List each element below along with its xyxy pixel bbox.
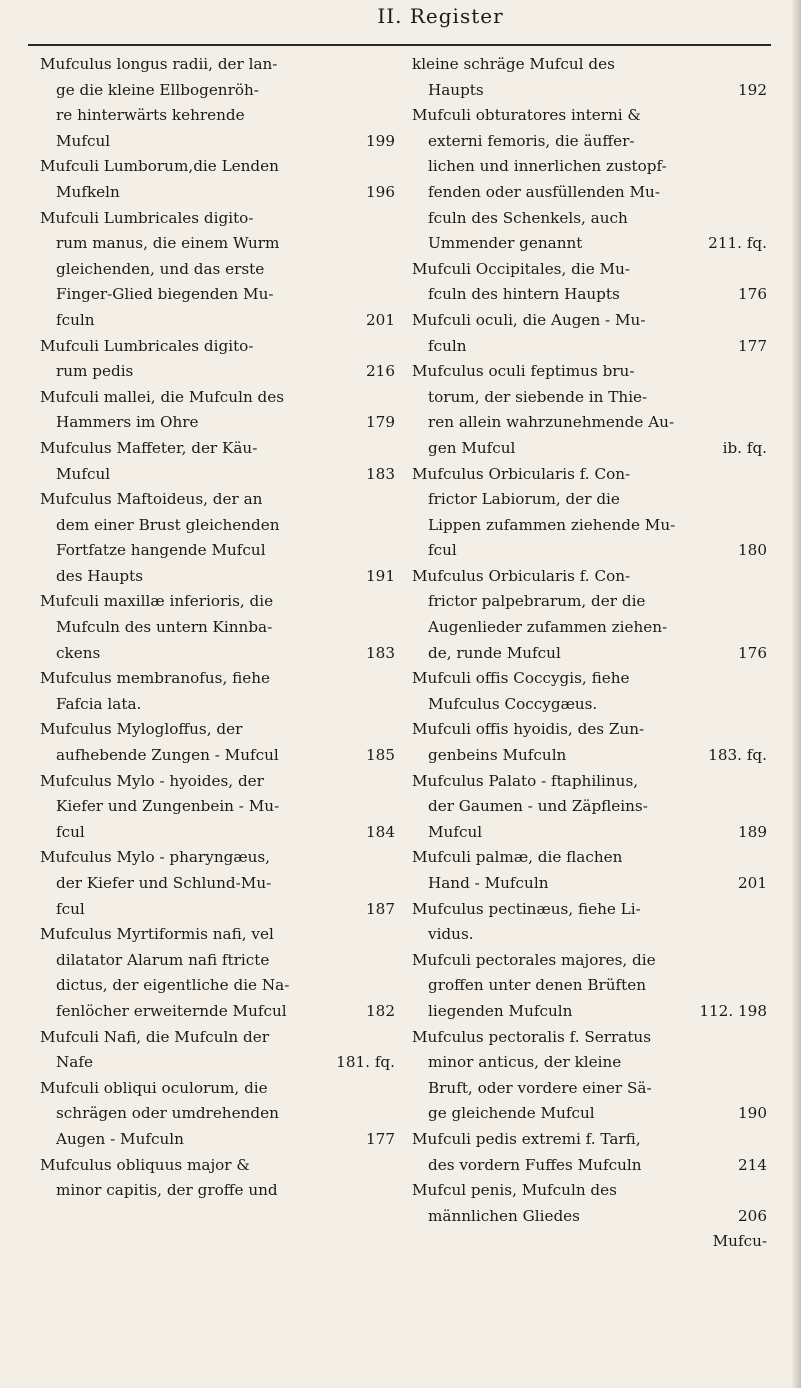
entry-line: Fafcia lata. — [56, 694, 142, 713]
register-entry — [412, 52, 767, 103]
entry-line: Mufculus Mylogloffus, der — [40, 720, 243, 739]
register-entry — [412, 666, 767, 717]
entry-line: kleine schräge Mufcul des — [412, 55, 615, 73]
entry-line: des Haupts 191 — [40, 564, 395, 590]
page-reference: 182 — [366, 1001, 395, 1020]
page-reference: 216 — [366, 362, 395, 381]
entry-line: Lippen zufammen ziehende Mu- — [428, 515, 676, 534]
page-reference: Mufcu- — [712, 1232, 767, 1251]
entry-line: fculn des hintern Haupts 176 — [412, 282, 767, 308]
entry-line: Augenlieder zufammen ziehen- — [428, 618, 668, 637]
entry-line: Finger-Glied biegenden Mu- — [56, 285, 274, 304]
entry-line: Mufculi offis hyoidis, des Zun- — [412, 720, 645, 739]
page-reference: 192 — [738, 80, 767, 99]
page-reference: 180 — [738, 541, 767, 560]
register-entry — [40, 52, 395, 154]
entry-line: Mufculus Maffeter, der Käu- — [40, 438, 258, 457]
page-reference: 185 — [366, 746, 395, 765]
register-entry — [40, 385, 395, 436]
entry-line: Mufculi Lumbricales digito- — [40, 336, 254, 355]
header-rule — [28, 44, 771, 46]
entry-line: rum pedis 216 — [40, 359, 395, 385]
entry-line: dictus, der eigentliche die Na- — [56, 976, 290, 995]
page-title: II. Register — [377, 4, 504, 28]
page-reference: 201 — [738, 874, 767, 892]
register-entry — [40, 666, 395, 717]
entry-line: lichen und innerlichen zustopf- — [428, 157, 667, 176]
register-entry — [412, 897, 767, 948]
entry-line: schrägen oder umdrehenden — [56, 1104, 279, 1123]
entry-line: Mufcul 199 — [40, 129, 395, 155]
page-reference: 214 — [738, 1155, 767, 1174]
entry-line: Mufkeln 196 — [40, 180, 395, 206]
page-reference: 183 — [366, 643, 395, 662]
register-entry — [412, 948, 767, 1025]
entry-line: Mufculus Orbicularis f. Con- — [412, 464, 631, 483]
entry-line: Mufculi Occipitales, die Mu- — [412, 259, 630, 278]
page-reference: 176 — [738, 285, 767, 304]
entry-line: Mufculi maxillæ inferioris, die — [40, 592, 274, 611]
register-entry — [412, 103, 767, 257]
entry-line: frictor palpebrarum, der die — [428, 592, 646, 611]
entry-line: Augen - Mufculn 177 — [40, 1127, 395, 1153]
page-reference: 189 — [738, 822, 767, 841]
entry-line: Hammers im Ohre 179 — [40, 410, 395, 436]
page-reference: 211. fq. — [708, 234, 767, 253]
entry-line: Mufculus Mylo - pharyngæus, — [40, 848, 271, 867]
entry-line: Mufculi pedis extremi f. Tarfi, — [412, 1129, 641, 1148]
entry-line: dilatator Alarum nafi ftricte — [56, 950, 270, 969]
entry-line: de, runde Mufcul 176 — [412, 641, 767, 667]
register-entry — [412, 1127, 767, 1178]
entry-line: ge gleichende Mufcul 190 — [412, 1101, 767, 1127]
register-entry — [412, 359, 767, 461]
page-reference: 177 — [738, 336, 767, 355]
register-entry — [412, 1025, 767, 1127]
register-entry — [40, 154, 395, 205]
page-reference: 179 — [366, 413, 395, 432]
entry-line: Ummender genannt 211. fq. — [412, 231, 767, 257]
register-entry — [412, 257, 767, 308]
register-entry — [40, 845, 395, 922]
page-reference: 184 — [366, 822, 395, 841]
entry-line: des vordern Fuffes Mufculn 214 — [412, 1153, 767, 1179]
entry-line: Hand - Mufculn 201 — [412, 871, 767, 897]
register-entry — [412, 1178, 767, 1229]
register-entry — [40, 206, 395, 334]
entry-line: liegenden Mufculn 112. 198 — [412, 999, 767, 1025]
entry-line: ge die kleine Ellbogenröh- — [56, 80, 259, 99]
entry-line: Mufcul 189 — [412, 820, 767, 846]
entry-line: Mufculi obturatores interni & — [412, 106, 641, 125]
entry-line: fcul 180 — [412, 538, 767, 564]
entry-line: männlichen Gliedes 206 — [412, 1204, 767, 1230]
page-reference: 196 — [366, 182, 395, 201]
entry-line: Mufculus obliquus major & — [40, 1155, 250, 1174]
page-reference: 183. fq. — [708, 746, 767, 765]
entry-line: gleichenden, und das erste — [56, 259, 265, 278]
entry-line: genbeins Mufculn 183. fq. — [412, 743, 767, 769]
entry-line: fculn 177 — [412, 334, 767, 360]
entry-line: torum, der siebende in Thie- — [428, 387, 648, 406]
entry-line: Nafe 181. fq. — [40, 1050, 395, 1076]
entry-line: Mufculi Nafi, die Mufculn der — [40, 1027, 269, 1046]
register-entry — [40, 1025, 395, 1076]
entry-line: fcul 184 — [40, 820, 395, 846]
entry-line: Mufculus pectoralis f. Serratus — [412, 1027, 651, 1046]
page-reference: 201 — [366, 310, 395, 329]
register-entry — [412, 564, 767, 666]
page-reference: 187 — [366, 899, 395, 918]
register-entry — [40, 589, 395, 666]
entry-line: Mufculus Maftoideus, der an — [40, 490, 263, 509]
entry-line: gen Mufcul ib. fq. — [412, 436, 767, 462]
page-reference: 206 — [738, 1206, 767, 1225]
entry-line: Mufculi palmæ, die flachen — [412, 848, 623, 867]
page-reference: 199 — [366, 131, 395, 150]
entry-line: Kiefer und Zungenbein - Mu- — [56, 797, 280, 816]
entry-line: Mufculus oculi feptimus bru- — [412, 362, 635, 381]
entry-line: Mufculus Myrtiformis nafi, vel — [40, 925, 274, 944]
page-reference: 183 — [366, 464, 395, 483]
page-reference: 181. fq. — [336, 1053, 395, 1072]
entry-line: Mufculi oculi, die Augen - Mu- — [412, 310, 646, 329]
entry-line: fenden oder ausfüllenden Mu- — [428, 182, 660, 201]
register-entry — [40, 334, 395, 385]
entry-line: Mufcul 183 — [40, 462, 395, 488]
entry-line: groffen unter denen Brüften — [428, 976, 647, 995]
entry-line: Haupts 192 — [412, 78, 767, 104]
entry-line: rum manus, die einem Wurm — [56, 234, 280, 253]
register-entry — [412, 717, 767, 768]
entry-line: Mufcul penis, Mufculn des — [412, 1181, 617, 1200]
register-entry — [412, 462, 767, 564]
register-entry — [40, 487, 395, 589]
page-reference: 176 — [738, 643, 767, 662]
page-reference: 177 — [366, 1129, 395, 1148]
page-edge-shadow — [791, 0, 801, 1388]
entry-line: der Kiefer und Schlund-Mu- — [56, 874, 272, 892]
register-entry — [40, 1153, 395, 1204]
page-reference: 112. 198 — [699, 1001, 767, 1020]
register-entry — [412, 769, 767, 846]
register-entry — [412, 308, 767, 359]
entry-line: Mufculi mallei, die Mufculn des — [40, 387, 285, 406]
register-entry — [40, 436, 395, 487]
entry-line: Mufculus longus radii, der lan- — [40, 55, 278, 73]
entry-line: der Gaumen - und Zäpfleins- — [428, 797, 648, 816]
entry-line: Mufculus Mylo - hyoides, der — [40, 771, 264, 790]
entry-line: Mufculus Orbicularis f. Con- — [412, 566, 631, 585]
entry-line: Mufculus membranofus, fiehe — [40, 669, 270, 688]
register-entry — [40, 922, 395, 1024]
page-reference: 191 — [366, 566, 395, 585]
entry-line: fcul 187 — [40, 897, 395, 923]
page-reference: 190 — [738, 1104, 767, 1123]
entry-line: fculn 201 — [40, 308, 395, 334]
entry-line: Mufculi Lumbricales digito- — [40, 208, 254, 227]
page-reference: ib. fq. — [722, 438, 767, 457]
entry-line: Mufculi obliqui oculorum, die — [40, 1078, 268, 1097]
right-column — [412, 52, 767, 1255]
entry-line: fenlöcher erweiternde Mufcul 182 — [40, 999, 395, 1025]
entry-line: Mufculi pectorales majores, die — [412, 950, 656, 969]
entry-line: Mufculi Lumborum,die Lenden — [40, 157, 279, 176]
left-column — [40, 52, 395, 1204]
entry-line: dem einer Brust gleichenden — [56, 515, 280, 534]
entry-line: ckens 183 — [40, 641, 395, 667]
register-entry — [412, 845, 767, 896]
page-header — [0, 4, 801, 40]
entry-line: fculn des Schenkels, auch — [428, 208, 628, 227]
entry-line: minor anticus, der kleine — [428, 1053, 622, 1072]
register-entry — [40, 1076, 395, 1153]
entry-line: aufhebende Zungen - Mufcul 185 — [40, 743, 395, 769]
entry-line: Mufculus Palato - ftaphilinus, — [412, 771, 639, 790]
entry-line: Mufculus Coccygæus. — [428, 694, 598, 713]
entry-line: re hinterwärts kehrende — [56, 106, 245, 125]
entry-line: Bruft, oder vordere einer Sä- — [428, 1078, 652, 1097]
entry-line: vidus. — [428, 925, 474, 944]
entry-line: Mufculn des untern Kinnba- — [56, 618, 273, 637]
entry-line: ren allein wahrzunehmende Au- — [428, 413, 675, 432]
register-entry — [40, 769, 395, 846]
entry-line: Mufculi offis Coccygis, fiehe — [412, 669, 630, 688]
entry-line: externi femoris, die äuffer- — [428, 131, 635, 150]
register-entry — [40, 717, 395, 768]
entry-line: minor capitis, der groffe und — [56, 1181, 278, 1200]
entry-line: frictor Labiorum, der die — [428, 490, 620, 509]
entry-line: Mufculus pectinæus, fiehe Li- — [412, 899, 641, 918]
entry-line: Fortfatze hangende Mufcul — [56, 541, 266, 560]
